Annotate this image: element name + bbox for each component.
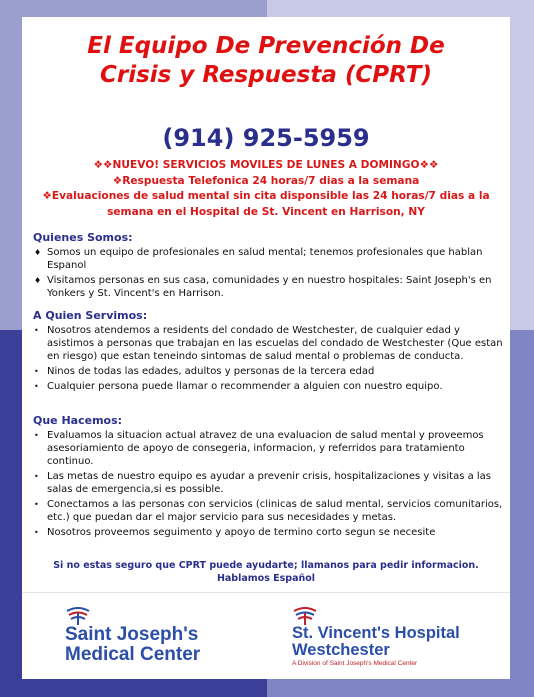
logo-subtitle: A Division of Saint Joseph's Medical Center <box>292 660 418 667</box>
closing-message <box>22 560 510 585</box>
dot-bullet-icon: • <box>34 500 39 510</box>
dot-bullet-icon: • <box>34 472 39 482</box>
diamond-bullet-icon: ♦ <box>34 248 42 257</box>
logo-name-line-2: Westchester <box>292 641 390 659</box>
list-item <box>33 274 503 300</box>
list-item-text: Visitamos personas en sus casa, comunidades y en nuestro hospitales: Saint Joseph's en Yonkers y St. Vincent's en Harrison. <box>47 274 492 300</box>
diamond-bullet-icon: ♦ <box>34 275 42 285</box>
section-que-hacemos <box>33 414 503 541</box>
flyer-card <box>22 17 510 679</box>
title-line-1: El Equipo De Prevención De <box>87 33 445 59</box>
bullet-list <box>33 324 503 393</box>
dot-bullet-icon: • <box>34 527 39 537</box>
dot-bullet-icon: • <box>34 381 39 391</box>
list-item <box>33 470 503 496</box>
ribbon-cross-icon <box>292 607 318 625</box>
dot-bullet-icon: • <box>34 326 39 335</box>
list-item-text: Cualquier persona puede llamar o recommender a alguien con nuestro equipo. <box>47 380 443 392</box>
list-item <box>33 365 503 378</box>
announcement-line: ❖Respuesta Telefonica 24 horas/7 dias a la semana <box>112 174 420 187</box>
list-item <box>33 429 503 469</box>
title-line-2: Crisis y Respuesta (CPRT) <box>99 62 432 88</box>
closing-line-1: Si no estas seguro que CPRT puede ayudarte; llamanos para pedir informacion. <box>53 560 479 571</box>
closing-line-2: Hablamos Español <box>216 572 316 584</box>
list-item <box>33 498 503 524</box>
logo-name-line-1: St. Vincent's Hospital <box>292 624 460 642</box>
list-item-text: Las metas de nuestro equipo es ayudar a prevenir crisis, hospitalizaciones y visitas a las salas de emergencia,si es possible. <box>47 471 492 496</box>
list-item-text: Somos un equipo de profesionales en salud mental; tenemos profesionales que hablan Espanol <box>47 247 483 272</box>
list-item-text: Nosotros proveemos seguimento y apoyo de termino corto segun se necesite <box>47 526 436 538</box>
list-item-text: Nosotros atendemos a residents del condado de Westchester, de cualquier edad y asistimos a personas que trabajan en las escuelas del condado de Westchester (Que estan en riesgo) que estan teneindo sintomas de salud mental o problemas de conducta. <box>47 325 503 363</box>
bullet-list <box>33 246 503 300</box>
saint-josephs-logo <box>65 607 265 665</box>
list-item <box>33 526 503 539</box>
list-item <box>33 246 503 272</box>
section-a-quien-servimos <box>33 309 503 395</box>
section-heading: A Quien Servimos: <box>33 309 148 322</box>
flyer-title <box>22 32 510 90</box>
announcement-line: semana en el Hospital de St. Vincent en Harrison, NY <box>107 205 425 218</box>
section-quienes-somos <box>33 231 503 302</box>
logo-name-line-2: Medical Center <box>65 644 201 665</box>
section-heading: Quienes Somos: <box>33 231 133 244</box>
list-item-text: Ninos de todas las edades, adultos y personas de la tercera edad <box>47 366 375 378</box>
logo-name-line-1: Saint Joseph's <box>65 624 199 645</box>
list-item-text: Conectamos a las personas con servicios (clinicas de salud mental, servicios comunitarios, etc.) que puedan dar el major servicio para sus necesidades y metas. <box>47 499 503 524</box>
ribbon-cross-icon <box>65 607 91 625</box>
bullet-list <box>33 429 503 539</box>
list-item-text: Evaluamos la situacion actual atravez de una evaluacion de salud mental y proveemos asesoriamiento de apoyo de consegeria, informacion, y referridos para tratamiento continuo. <box>47 430 484 468</box>
divider <box>22 592 510 593</box>
announcements <box>22 158 510 220</box>
dot-bullet-icon: • <box>34 367 39 377</box>
announcement-line: ❖❖NUEVO! SERVICIOS MOVILES DE LUNES A DOMINGO❖❖ <box>93 159 439 171</box>
st-vincents-logo <box>292 607 502 667</box>
list-item <box>33 380 503 393</box>
dot-bullet-icon: • <box>34 431 39 440</box>
announcement-line: ❖Evaluaciones de salud mental sin cita disponsible las 24 horas/7 dias a la <box>42 190 490 202</box>
phone-number: (914) 925-5959 <box>162 124 370 152</box>
list-item <box>33 324 503 364</box>
section-heading: Que Hacemos: <box>33 414 123 427</box>
